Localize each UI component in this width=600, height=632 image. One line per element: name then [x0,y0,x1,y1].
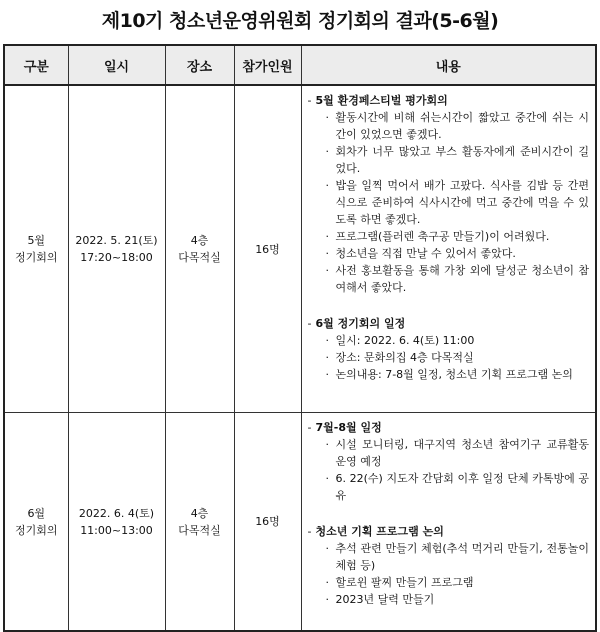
content-cell [301,413,596,632]
list-item: · 시설 모니터링, 대구지역 청소년 참여기구 교류활동 운영 예정 [308,436,590,470]
date-text: 2022. 6. 4(토) [78,506,155,520]
attendees-cell: 16명 [234,413,301,632]
list-item: · 6. 22(수) 지도자 간담회 이후 일정 단체 카톡방에 공유 [308,470,590,504]
datetime-cell [68,85,165,413]
content-cell [301,85,596,413]
header-attendees: 참가인원 [234,45,301,85]
division-type: 정기회의 [14,523,58,537]
list-item: · 회차가 너무 많았고 부스 활동자에게 준비시간이 길었다. [308,143,590,177]
division-cell [4,413,68,632]
content-section [308,92,590,296]
place-room: 다목적실 [178,251,221,264]
content-section [308,419,590,504]
meeting-results-table [3,44,597,632]
time-text: 11:00~13:00 [80,523,153,537]
list-item: · 청소년을 직접 만날 수 있어서 좋았다. [308,245,590,262]
list-item: · 프로그램(플러렌 축구공 만들기)이 어려웠다. [308,228,590,245]
content-section [308,315,590,383]
header-place: 장소 [165,45,234,85]
place-room: 다목적실 [178,523,221,537]
list-item: · 2023년 달력 만들기 [308,591,590,608]
section-heading: - 청소년 기획 프로그램 논의 [308,523,590,540]
time-text: 17:20~18:00 [80,251,153,264]
division-month: 5월 [27,234,46,247]
list-item: · 할로윈 팔찌 만들기 프로그램 [308,574,590,591]
list-item: · 활동시간에 비해 쉬는시간이 짧았고 중간에 쉬는 시간이 있었으면 좋겠다. [308,109,590,143]
list-item: · 추석 관련 만들기 체험(추석 먹거리 만들기, 전통놀이 체험 등) [308,540,590,574]
section-heading: - 6월 정기회의 일정 [308,315,590,332]
datetime-cell [68,413,165,632]
list-item: · 논의내용: 7-8월 일정, 청소년 기획 프로그램 논의 [308,366,590,383]
division-month: 6월 [27,506,46,520]
table-row [4,413,596,632]
table-row [4,85,596,413]
place-cell [165,85,234,413]
section-heading: - 7월-8월 일정 [308,419,590,436]
header-datetime: 일시 [68,45,165,85]
place-floor: 4층 [190,234,209,247]
header-division: 구분 [4,45,68,85]
section-heading: - 5월 환경페스티벌 평가회의 [308,92,590,109]
header-content: 내용 [301,45,596,85]
place-floor: 4층 [190,506,209,520]
content-section [308,523,590,608]
list-item: · 일시: 2022. 6. 4(토) 11:00 [308,332,590,349]
division-type: 정기회의 [14,251,58,264]
table-header-row [4,45,596,85]
date-text: 2022. 5. 21(토) [75,234,158,247]
document-title: 제10기 청소년운영위원회 정기회의 결과(5-6월) [101,10,499,32]
attendees-cell: 16명 [234,85,301,413]
list-item: · 장소: 문화의집 4층 다목적실 [308,349,590,366]
list-item: · 사전 홍보활동을 통해 가창 외에 달성군 청소년이 참여해서 좋았다. [308,262,590,296]
list-item: · 밥을 일찍 먹어서 배가 고팠다. 식사를 김밥 등 간편식으로 준비하여 식사시간에 먹고 중간에 먹을 수 있도록 하면 좋겠다. [308,177,590,228]
division-cell [4,85,68,413]
place-cell [165,413,234,632]
